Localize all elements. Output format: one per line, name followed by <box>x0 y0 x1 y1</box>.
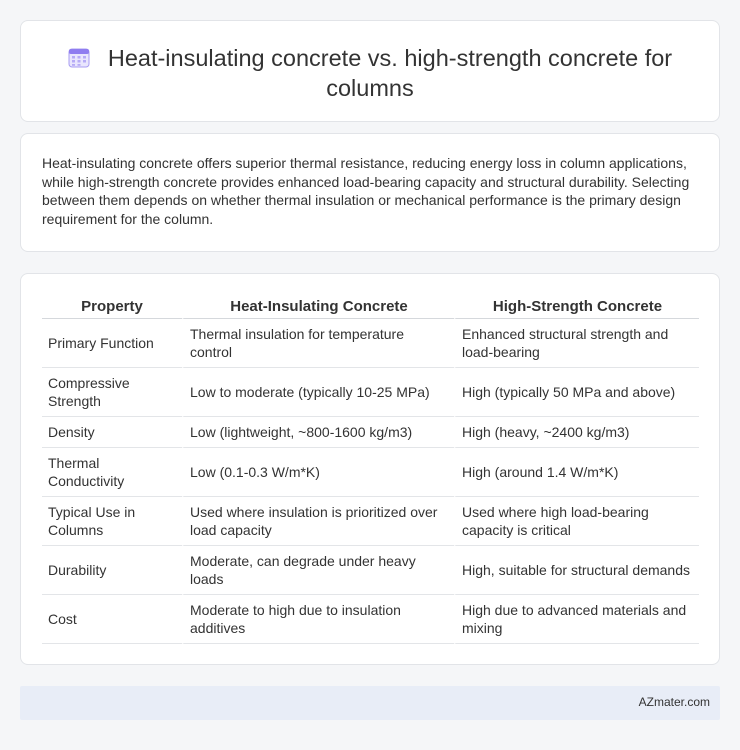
intro-paragraph: Heat-insulating concrete offers superior thermal resistance, reducing energy loss in column applications, while high-strength concrete provides enhanced load-bearing capacity and structural durability. Selecting between them depends on whether thermal insulation or mechanical performance is the primary design requirement for the column. <box>42 155 690 227</box>
table-row <box>42 417 699 448</box>
footer-brand[interactable]: AZmater.com <box>638 695 710 709</box>
intro-card <box>20 133 720 252</box>
heat-insulating-cell: Moderate, can degrade under heavy loads <box>182 546 454 595</box>
heat-insulating-cell: Moderate to high due to insulation additives <box>182 595 454 644</box>
table-row <box>42 595 699 644</box>
high-strength-cell: High due to advanced materials and mixing <box>454 595 699 644</box>
header-property: Property <box>42 295 182 319</box>
property-cell: Primary Function <box>42 319 182 368</box>
comparison-table <box>42 295 699 644</box>
calendar-grid-icon <box>68 48 90 68</box>
high-strength-cell: High (around 1.4 W/m*K) <box>454 448 699 497</box>
property-cell: Thermal Conductivity <box>42 448 182 497</box>
table-row <box>42 497 699 546</box>
heat-insulating-cell: Thermal insulation for temperature control <box>182 319 454 368</box>
property-cell: Durability <box>42 546 182 595</box>
table-row <box>42 368 699 417</box>
title-card <box>20 20 720 122</box>
comparison-card <box>20 273 720 665</box>
header-high-strength: High-Strength Concrete <box>454 295 699 319</box>
property-cell: Density <box>42 417 182 448</box>
heat-insulating-cell: Low to moderate (typically 10-25 MPa) <box>182 368 454 417</box>
page-title-text: Heat-insulating concrete vs. high-strength concrete for columns <box>107 45 673 101</box>
property-cell: Compressive Strength <box>42 368 182 417</box>
heat-insulating-cell: Used where insulation is prioritized over load capacity <box>182 497 454 546</box>
high-strength-cell: High (heavy, ~2400 kg/m3) <box>454 417 699 448</box>
footer-bar <box>20 686 720 720</box>
high-strength-cell: Enhanced structural strength and load-bearing <box>454 319 699 368</box>
heat-insulating-cell: Low (lightweight, ~800-1600 kg/m3) <box>182 417 454 448</box>
table-row <box>42 448 699 497</box>
high-strength-cell: High, suitable for structural demands <box>454 546 699 595</box>
table-row <box>42 319 699 368</box>
page-title <box>21 43 719 103</box>
high-strength-cell: High (typically 50 MPa and above) <box>454 368 699 417</box>
heat-insulating-cell: Low (0.1-0.3 W/m*K) <box>182 448 454 497</box>
high-strength-cell: Used where high load-bearing capacity is critical <box>454 497 699 546</box>
property-cell: Typical Use in Columns <box>42 497 182 546</box>
property-cell: Cost <box>42 595 182 644</box>
header-heat-insulating: Heat-Insulating Concrete <box>182 295 454 319</box>
table-row <box>42 546 699 595</box>
table-header-row <box>42 295 699 319</box>
